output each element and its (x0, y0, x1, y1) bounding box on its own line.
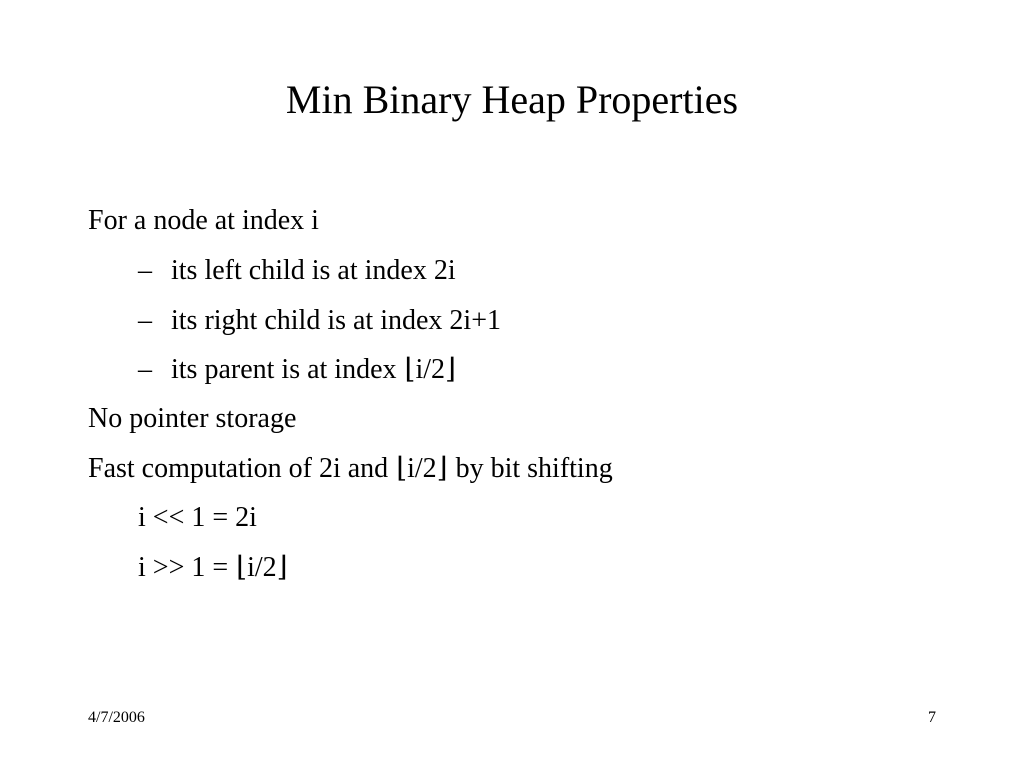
page-number: 7 (928, 709, 936, 726)
parent-text: its parent is at index (171, 354, 404, 385)
floor-expression: ⌊i/2⌋ (396, 453, 448, 484)
sub-bullet-dash: – (138, 255, 152, 286)
sub-bullet-dash: – (138, 354, 152, 385)
shift-right-formula (138, 551, 289, 585)
bullet-node-index: For a node at index i (88, 205, 319, 236)
slide-title: Min Binary Heap Properties (285, 77, 739, 122)
shift-left-formula: i << 1 = 2i (138, 502, 257, 533)
fast-computation-text: Fast computation of 2i and (88, 453, 396, 484)
floor-expression: ⌊i/2⌋ (404, 354, 456, 385)
sub-bullet-right-child: its right child is at index 2i+1 (171, 305, 501, 336)
bullet-no-pointer-storage: No pointer storage (88, 403, 297, 434)
sub-bullet-dash: – (138, 305, 152, 336)
sub-bullet-parent (171, 353, 457, 387)
fast-computation-text-after: by bit shifting (448, 453, 613, 484)
footer-date: 4/7/2006 (88, 709, 145, 726)
sub-bullet-left-child: its left child is at index 2i (171, 255, 456, 286)
floor-expression: ⌊i/2⌋ (236, 552, 288, 583)
bullet-fast-computation (88, 452, 613, 486)
shift-right-text: i >> 1 = (138, 552, 236, 583)
